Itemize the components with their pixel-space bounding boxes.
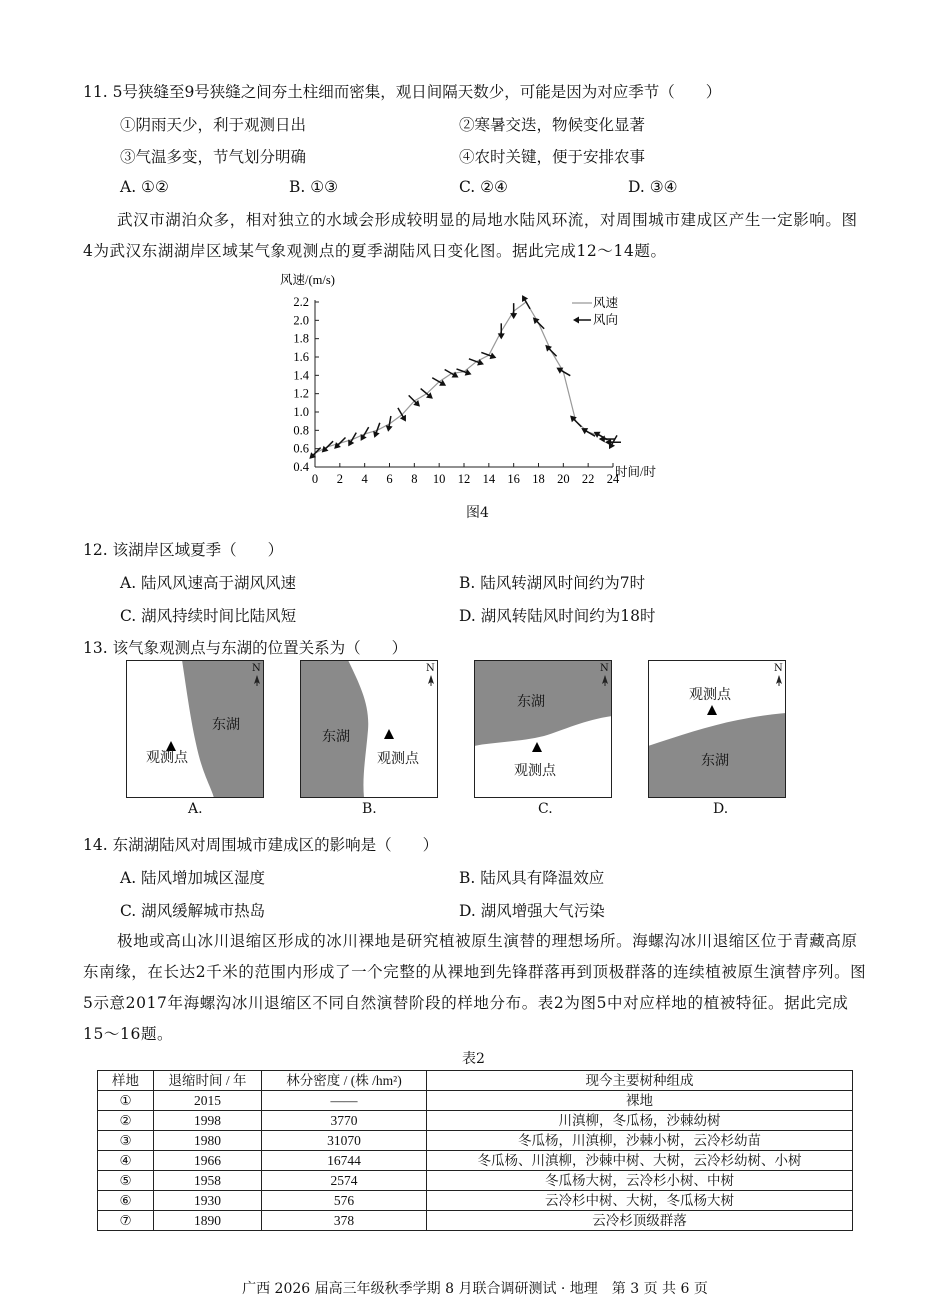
y-tick-label: 1.4 [293,368,309,383]
wind-direction-arrow [386,416,393,432]
north-arrow-icon [776,675,782,686]
wind-direction-arrow [533,317,544,328]
wind-direction-arrow [581,428,595,436]
figure4-caption: 图4 [466,505,489,521]
table-row [98,1211,853,1231]
x-tick-label: 10 [432,472,446,486]
lake-label: 东湖 [517,694,545,710]
table-row [98,1091,853,1111]
table-cell: 川滇柳，冬瓜杨，沙棘幼树 [427,1111,853,1131]
map-a-label: A. [188,801,203,817]
map-b [300,660,438,798]
wind-direction-arrow [570,416,581,427]
x-tick-label: 8 [411,472,418,486]
x-tick-label: 22 [581,472,595,486]
table-cell: 378 [262,1211,427,1231]
wind-direction-arrow [556,368,570,376]
table-cell: 裸地 [427,1091,853,1111]
table-cell: 31070 [262,1131,427,1151]
wind-direction-arrow [469,359,484,366]
q11-item-3: ③气温多变，节气划分明确 [120,148,307,166]
table-row [98,1111,853,1131]
q14-stem: 14. 东湖湖陆风对周围城市建成区的影响是（ ） [83,836,439,854]
map-d-label: D. [713,801,729,817]
table-cell: 3770 [262,1111,427,1131]
table-cell: 1930 [154,1191,262,1211]
wind-direction-arrow [334,438,345,449]
table-cell: 云冷杉中树、大树，冬瓜杨大树 [427,1191,853,1211]
x-tick-label: 0 [311,472,319,486]
lake-label: 东湖 [212,717,240,733]
table-cell: 云冷杉顶级群落 [427,1211,853,1231]
north-arrow-icon [428,675,434,686]
figure4-chart [270,272,680,487]
table-cell: ④ [98,1151,154,1171]
table-row [98,1191,853,1211]
station-triangle-icon [384,729,394,739]
page-footer: 广西 2026 届高三年级秋季学期 8 月联合调研测试 · 地理 第 3 页 共 6 页 [242,1281,708,1297]
q14-option-b: B. 陆风具有降温效应 [459,869,605,887]
q12-option-a: A. 陆风风速高于湖风风速 [120,574,297,592]
table-header-cell: 退缩时间 / 年 [154,1071,262,1091]
table-cell: ⑤ [98,1171,154,1191]
y-tick-label: 1.0 [293,405,309,419]
lake-label: 东湖 [701,753,729,769]
q11-item-1: ①阴雨天少，利于观测日出 [120,116,307,134]
x-axis-label: 时间/时 [615,465,656,479]
q14-option-c: C. 湖风缓解城市热岛 [120,902,266,920]
legend-speed-label: 风速 [593,296,619,310]
intro-15-16: 极地或高山冰川退缩区形成的冰川裸地是研究植被原生演替的理想场所。海螺沟冰川退缩区位于青藏高原东南缘，在长达2千米的范围内形成了一个完整的从裸地到先锋群落再到顶极群落的连续植被原生演替序列。图5示意2017年海螺沟冰川退缩区不同自然演替阶段的样地分布。表2为图5中对应样地的植被特征。据此完成15～16题。 [83,932,867,1043]
table-cell: 1980 [154,1131,262,1151]
legend-direction-label: 风向 [593,313,619,327]
x-tick-label: 16 [507,472,520,486]
wind-direction-arrow [361,427,369,441]
table-cell: 1998 [154,1111,262,1131]
map-a [126,660,264,798]
table-cell: 2015 [154,1091,262,1111]
table-cell: 1966 [154,1151,262,1171]
x-tick-label: 4 [361,472,368,486]
station-label: 观测点 [514,763,556,779]
station-triangle-icon [532,742,542,752]
x-tick-label: 2 [336,472,343,486]
q12-option-c: C. 湖风持续时间比陆风短 [120,607,297,625]
q12-option-d: D. 湖风转陆风时间约为18时 [459,607,656,625]
table-header-cell: 样地 [98,1071,154,1091]
map-c-label: C. [538,801,553,817]
y-tick-label: 1.8 [293,331,309,346]
table2-caption: 表2 [462,1051,485,1067]
table-cell: 冬瓜杨大树，云冷杉小树、中树 [427,1171,853,1191]
x-tick-label: 18 [532,472,545,486]
table-cell: ③ [98,1131,154,1151]
q11-option-c: C. ②④ [459,178,508,196]
wind-direction-arrow [545,345,556,356]
q11-stem: 11. 5号狭缝至9号狭缝之间夯土柱细而密集，观日间隔天数少，可能是因为对应季节（ ） [83,83,722,101]
y-axis-label: 风速/(m/s) [280,273,335,287]
x-tick-label: 20 [557,472,570,486]
q14-option-a: A. 陆风增加城区湿度 [120,869,266,887]
y-tick-label: 0.6 [293,441,309,456]
wind-direction-arrow [373,423,380,438]
wind-direction-arrow [398,408,406,422]
q11-item-4: ④农时关键，便于安排农事 [459,148,646,166]
table2 [97,1070,853,1231]
x-tick-label: 14 [482,472,496,486]
map-c [474,660,612,798]
map-b-label: B. [362,801,377,817]
x-tick-label: 6 [386,472,393,486]
q11-option-a: A. ①② [120,178,169,196]
table-cell: ② [98,1111,154,1131]
table-row [98,1151,853,1171]
q12-option-b: B. 陆风转湖风时间约为7时 [459,574,646,592]
table-cell: 冬瓜杨，川滇柳，沙棘小树，云冷杉幼苗 [427,1131,853,1151]
y-tick-label: 0.4 [293,460,309,474]
table-cell: ⑥ [98,1191,154,1211]
y-tick-label: 0.8 [293,423,309,438]
x-tick-label: 24 [606,472,620,486]
q11-item-2: ②寒暑交迭，物候变化显著 [459,116,646,134]
y-tick-label: 1.2 [293,386,309,401]
legend-direction-arrow-icon [573,317,591,324]
q14-option-d: D. 湖风增强大气污染 [459,902,605,920]
north-label: N [426,663,435,674]
table-cell: 16744 [262,1151,427,1171]
table-row [98,1171,853,1191]
y-tick-label: 2.0 [293,313,309,328]
intro-12-14: 武汉市湖泊众多，相对独立的水域会形成较明显的局地水陆风环流，对周围城市建成区产生一定影响。图4为武汉东湖湖岸区域某气象观测点的夏季湖陆风日变化图。据此完成12～14题。 [83,211,858,260]
map-d [648,660,786,798]
station-triangle-icon [707,705,717,715]
q11-option-b: B. ①③ [289,178,339,196]
q12-stem: 12. 该湖岸区域夏季（ ） [83,541,284,559]
north-label: N [774,663,783,674]
table-header-row [98,1071,853,1091]
q13-stem: 13. 该气象观测点与东湖的位置关系为（ ） [83,639,408,657]
wind-direction-arrow [522,295,530,309]
table-cell: —— [262,1091,427,1111]
table-row [98,1131,853,1151]
x-tick-label: 12 [457,472,471,486]
table-cell: ① [98,1091,154,1111]
q11-option-d: D. ③④ [628,178,678,196]
north-label: N [252,663,261,674]
station-label: 观测点 [377,751,419,767]
table-cell: 2574 [262,1171,427,1191]
y-tick-label: 2.2 [293,295,309,309]
lake-label: 东湖 [322,729,350,745]
x-ticks [312,463,620,486]
wind-direction-arrow [510,303,517,319]
north-label: N [600,663,609,674]
wind-speed-line [315,302,613,453]
station-label: 观测点 [689,687,731,703]
wind-direction-arrow [348,433,356,447]
table-cell: 冬瓜杨、川滇柳，沙棘中树、大树，云冷杉幼树、小树 [427,1151,853,1171]
y-tick-label: 1.6 [293,350,309,364]
table-header-cell: 现今主要树种组成 [427,1071,853,1091]
table-cell: ⑦ [98,1211,154,1231]
table-cell: 1958 [154,1171,262,1191]
table-cell: 576 [262,1191,427,1211]
table-cell: 1890 [154,1211,262,1231]
table-header-cell: 林分密度 / (株 /hm²) [262,1071,427,1091]
wind-direction-arrow [322,441,333,452]
station-label: 观测点 [146,750,188,766]
